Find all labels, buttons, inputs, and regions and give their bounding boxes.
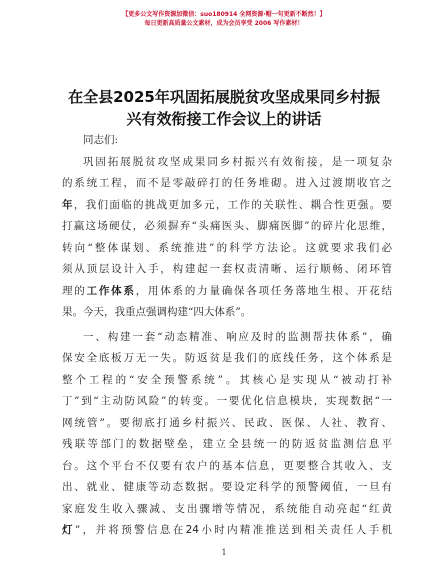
para2-line-10-mid: ”，并将预警信息在	[74, 524, 186, 536]
para2-line-1: 一、构建一套“动态精准、响应及时的监测帮扶体系”，确	[83, 330, 392, 343]
salutation: 同志们:	[83, 134, 119, 146]
para1-bold-year: 年	[62, 198, 74, 211]
para2-line-2: 保安全底板万无一失。防返贫是我们的底线任务，这个体系是	[62, 352, 392, 364]
para2-line-4: 丁”到“主动防风险”的转变。一要优化信息模块，实现数据“一	[62, 395, 392, 407]
promo-banner-line-2: 每日更新高质量公文素材，成为会员享受 2006 写作素材！	[144, 20, 304, 27]
para1-line-4: 打赢这场硬仗，必须摒弃“头痛医头、脚痛医脚”的碎片化思维，	[62, 220, 392, 232]
para1-line-3-rest: ，我们面临的挑战更加多元，工作的关联性、耦合性更强。要	[73, 198, 392, 211]
para2-line-7: 台。这个平台不仅要有农户的基本信息，更要整合其收入、支	[62, 459, 392, 472]
document-title-line-1: 在全县2025年巩固拓展脱贫攻坚成果同乡村振	[68, 88, 380, 106]
para2-bold-light: 灯	[62, 524, 75, 536]
para1-line-2: 的系统工程，而不是零敲碎打的任务堆砌。进入过渡期收官之	[62, 177, 392, 189]
document-title	[40, 86, 408, 130]
para2-line-3: 整个工程的“安全预警系统”。其核心是实现从“被动打补	[62, 373, 392, 386]
para2-line-10-hours: 24	[185, 524, 199, 536]
promo-banner-line-1: 【更多公文写作资源加微信：suo180914 全网资源·帽一句更新不断然！】	[122, 11, 326, 18]
para2-line-8: 出、就业、健康等动态数据。要设定科学的预警阈值，一旦有	[62, 481, 392, 493]
para1-line-8: 果。今天，我重点强调构建“四大体系”。	[62, 306, 252, 318]
para1-line-6: 须从顶层设计入手，构建起一套权责清晰、运行顺畅、闭环管	[62, 263, 392, 275]
para2-line-9: 家庭发生收入骤减、支出骤增等情况，系统能自动亮起“红黄	[62, 502, 392, 515]
para1-line-5: 转向“整体谋划、系统推进”的科学方法论。这就要求我们必	[62, 241, 392, 254]
para2-line-5: 网统管”。要彻底打通乡村振兴、民政、医保、人社、教育、	[62, 416, 392, 429]
para1-line-3	[62, 195, 392, 217]
para1-bold-work-system: 工作体系	[86, 284, 136, 297]
para2-line-10-rest: 小时内精准推送到相关责任人手机	[198, 524, 392, 536]
para2-line-6: 残联等部门的数据壁垒，建立全县统一的防返贫监测信息平	[62, 438, 392, 450]
para1-line-7-start: 理的	[62, 284, 87, 297]
para2-line-10	[62, 520, 392, 542]
promo-banner	[0, 10, 448, 28]
page-number: 1	[221, 548, 227, 557]
document-body	[62, 130, 392, 542]
document-title-line-2: 兴有效衔接工作会议上的讲话	[126, 110, 322, 128]
para1-line-7	[62, 281, 392, 303]
para1-line-1: 巩固拓展脱贫攻坚成果同乡村振兴有效衔接，是一项复杂	[83, 155, 392, 168]
para1-line-7-rest: ，用体系的力量确保各项任务落地生根、开花结	[135, 284, 392, 297]
